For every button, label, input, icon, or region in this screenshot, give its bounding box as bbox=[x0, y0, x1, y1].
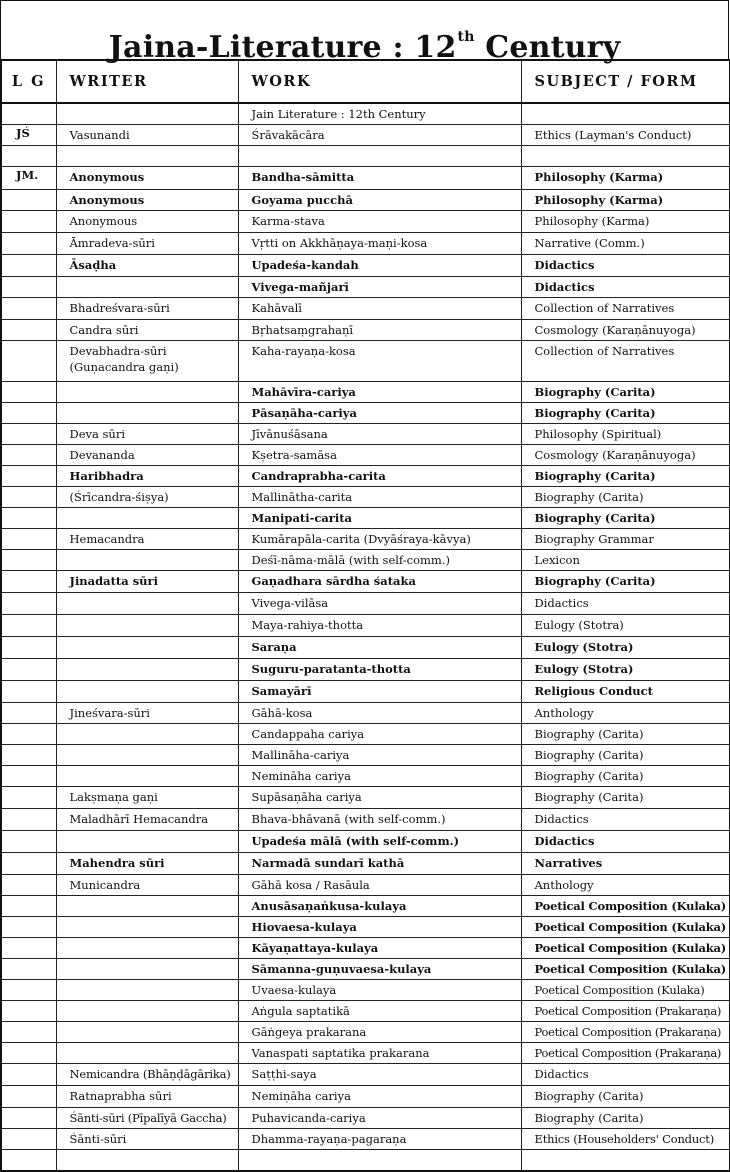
table-row bbox=[1, 255, 730, 277]
table-row bbox=[1, 1001, 730, 1022]
cell-lg bbox=[1, 896, 56, 917]
cell-writer bbox=[56, 724, 238, 745]
cell-work: Gaṇadhara sārdha śataka bbox=[238, 571, 521, 593]
cell-subject: Narrative (Comm.) bbox=[521, 233, 730, 255]
cell-lg bbox=[1, 341, 56, 382]
cell-subject: Cosmology (Karaṇānuyoga) bbox=[521, 320, 730, 341]
cell-lg bbox=[1, 277, 56, 298]
table-row bbox=[1, 1043, 730, 1064]
cell-subject: Biography (Carita) bbox=[521, 571, 730, 593]
cell-work: Pāsaṇāha-cariya bbox=[238, 403, 521, 424]
table-body bbox=[1, 103, 730, 1171]
cell-work: Gāhā-kosa bbox=[238, 703, 521, 724]
cell-lg bbox=[1, 831, 56, 853]
cell-writer bbox=[56, 382, 238, 403]
cell-writer bbox=[56, 681, 238, 703]
cell-lg bbox=[1, 766, 56, 787]
column-header-lg: L G bbox=[1, 60, 56, 103]
cell-lg bbox=[1, 853, 56, 875]
cell-work: Dhamma-rayaṇa-pagaraṇa bbox=[238, 1129, 521, 1150]
cell-work: Puhavicanda-cariya bbox=[238, 1108, 521, 1129]
cell-lg bbox=[1, 875, 56, 896]
table-row bbox=[1, 637, 730, 659]
cell-work: Uvaesa-kulaya bbox=[238, 980, 521, 1001]
cell-writer: Candra sūri bbox=[56, 320, 238, 341]
cell-subject: Eulogy (Stotra) bbox=[521, 637, 730, 659]
cell-work: Vṛtti on Akkhāṇaya-maṇi-kosa bbox=[238, 233, 521, 255]
cell-work: Vanaspati saptatika prakarana bbox=[238, 1043, 521, 1064]
cell-writer bbox=[56, 1022, 238, 1043]
cell-work: Sāmanna-guṇuvaesa-kulaya bbox=[238, 959, 521, 980]
cell-subject: Biography (Carita) bbox=[521, 766, 730, 787]
cell-lg bbox=[1, 681, 56, 703]
cell-writer bbox=[56, 103, 238, 125]
cell-lg bbox=[1, 1001, 56, 1022]
cell-subject bbox=[521, 1150, 730, 1172]
cell-writer: Jinadatta sūri bbox=[56, 571, 238, 593]
cell-subject: Philosophy (Karma) bbox=[521, 211, 730, 233]
table-row bbox=[1, 745, 730, 766]
column-header-writer: WRITER bbox=[56, 60, 238, 103]
cell-lg bbox=[1, 424, 56, 445]
cell-writer: Deva sūri bbox=[56, 424, 238, 445]
cell-work: Anusāsaṇaṅkusa-kulaya bbox=[238, 896, 521, 917]
cell-work: Saṭṭhi-saya bbox=[238, 1064, 521, 1086]
cell-lg bbox=[1, 571, 56, 593]
cell-subject: Religious Conduct bbox=[521, 681, 730, 703]
cell-lg bbox=[1, 980, 56, 1001]
table-row bbox=[1, 146, 730, 167]
table-row bbox=[1, 466, 730, 487]
title-superscript: th bbox=[457, 29, 475, 45]
cell-writer: Anonymous bbox=[56, 190, 238, 211]
column-header-work: WORK bbox=[238, 60, 521, 103]
table-row bbox=[1, 529, 730, 550]
cell-work bbox=[238, 1150, 521, 1172]
cell-lg bbox=[1, 938, 56, 959]
cell-writer bbox=[56, 917, 238, 938]
cell-writer bbox=[56, 938, 238, 959]
table-row bbox=[1, 766, 730, 787]
table-row bbox=[1, 1086, 730, 1108]
cell-subject: Biography (Carita) bbox=[521, 787, 730, 809]
cell-work: Kahāvalī bbox=[238, 298, 521, 320]
cell-subject: Didactics bbox=[521, 1064, 730, 1086]
cell-subject: Biography Grammar bbox=[521, 529, 730, 550]
cell-work: Saraṇa bbox=[238, 637, 521, 659]
cell-work: Candappaha cariya bbox=[238, 724, 521, 745]
cell-writer: Devabhadra-sūri (Guṇacandra gaṇi) bbox=[56, 341, 238, 382]
cell-writer bbox=[56, 277, 238, 298]
cell-lg bbox=[1, 445, 56, 466]
cell-lg bbox=[1, 298, 56, 320]
table-row bbox=[1, 298, 730, 320]
cell-writer bbox=[56, 508, 238, 529]
cell-work: Manipati-carita bbox=[238, 508, 521, 529]
cell-lg bbox=[1, 615, 56, 637]
cell-work: Mallinātha-carita bbox=[238, 487, 521, 508]
column-header-subject: SUBJECT / FORM bbox=[521, 60, 730, 103]
table-row bbox=[1, 571, 730, 593]
table-row bbox=[1, 424, 730, 445]
cell-writer: Mahendra sūri bbox=[56, 853, 238, 875]
table-row bbox=[1, 724, 730, 745]
table-row bbox=[1, 896, 730, 917]
cell-work: Narmadā sundarī kathā bbox=[238, 853, 521, 875]
cell-work: Nemināha cariya bbox=[238, 766, 521, 787]
cell-subject: Ethics (Householders' Conduct) bbox=[521, 1129, 730, 1150]
cell-work: Goyama pucchā bbox=[238, 190, 521, 211]
cell-writer: Anonymous bbox=[56, 167, 238, 190]
cell-subject: Poetical Composition (Kulaka) bbox=[521, 959, 730, 980]
cell-writer bbox=[56, 766, 238, 787]
cell-work: Supāsaṇāha cariya bbox=[238, 787, 521, 809]
cell-writer: Bhadreśvara-sūri bbox=[56, 298, 238, 320]
cell-subject: Biography (Carita) bbox=[521, 745, 730, 766]
cell-lg bbox=[1, 103, 56, 125]
cell-work: Gāṅgeya prakarana bbox=[238, 1022, 521, 1043]
cell-writer bbox=[56, 1001, 238, 1022]
cell-writer bbox=[56, 896, 238, 917]
cell-work: Hiovaesa-kulaya bbox=[238, 917, 521, 938]
cell-subject: Biography (Carita) bbox=[521, 487, 730, 508]
cell-writer: Jineśvara-sūri bbox=[56, 703, 238, 724]
cell-work: Nemiṇāha cariya bbox=[238, 1086, 521, 1108]
table-row bbox=[1, 445, 730, 466]
cell-lg: JM. bbox=[1, 167, 56, 190]
table-row bbox=[1, 831, 730, 853]
cell-lg bbox=[1, 487, 56, 508]
table-row bbox=[1, 917, 730, 938]
cell-writer bbox=[56, 403, 238, 424]
cell-subject: Lexicon bbox=[521, 550, 730, 571]
cell-subject: Didactics bbox=[521, 593, 730, 615]
cell-writer: Nemicandra (Bhāṇḍāgārika) bbox=[56, 1064, 238, 1086]
table-header-row bbox=[1, 60, 730, 103]
cell-lg bbox=[1, 724, 56, 745]
cell-subject: Biography (Carita) bbox=[521, 1086, 730, 1108]
cell-work: Samayārī bbox=[238, 681, 521, 703]
cell-subject: Eulogy (Stotra) bbox=[521, 615, 730, 637]
cell-writer bbox=[56, 1150, 238, 1172]
cell-work: Kṣetra-samāsa bbox=[238, 445, 521, 466]
cell-subject: Ethics (Layman's Conduct) bbox=[521, 125, 730, 146]
cell-subject: Biography (Carita) bbox=[521, 403, 730, 424]
cell-lg bbox=[1, 211, 56, 233]
cell-lg bbox=[1, 466, 56, 487]
table-row bbox=[1, 190, 730, 211]
cell-subject: Poetical Composition (Prakaraṇa) bbox=[521, 1001, 730, 1022]
cell-subject: Philosophy (Spiritual) bbox=[521, 424, 730, 445]
cell-subject bbox=[521, 146, 730, 167]
cell-work: Vivega-mañjarī bbox=[238, 277, 521, 298]
cell-work: Kaha-rayaṇa-kosa bbox=[238, 341, 521, 382]
table-row bbox=[1, 125, 730, 146]
title-main: Jaina-Literature : 12 bbox=[108, 30, 457, 65]
literature-table bbox=[0, 59, 730, 1172]
cell-work: Jain Literature : 12th Century bbox=[238, 103, 521, 125]
cell-work: Upadeśa-kandah bbox=[238, 255, 521, 277]
cell-lg bbox=[1, 1022, 56, 1043]
cell-subject: Anthology bbox=[521, 703, 730, 724]
cell-lg bbox=[1, 809, 56, 831]
cell-work: Gāhā kosa / Rasāula bbox=[238, 875, 521, 896]
table-row bbox=[1, 487, 730, 508]
cell-writer bbox=[56, 593, 238, 615]
cell-lg bbox=[1, 745, 56, 766]
cell-work: Deśī-nāma-mālā (with self-comm.) bbox=[238, 550, 521, 571]
cell-subject: Biography (Carita) bbox=[521, 1108, 730, 1129]
cell-work: Kumārapāla-carita (Dvyāśraya-kāvya) bbox=[238, 529, 521, 550]
cell-writer: Śānti-sūri bbox=[56, 1129, 238, 1150]
table-row bbox=[1, 382, 730, 403]
cell-writer: Hemacandra bbox=[56, 529, 238, 550]
cell-writer bbox=[56, 659, 238, 681]
cell-work: Vivega-vilāsa bbox=[238, 593, 521, 615]
cell-lg bbox=[1, 917, 56, 938]
cell-subject: Didactics bbox=[521, 277, 730, 298]
cell-lg bbox=[1, 703, 56, 724]
cell-subject: Poetical Composition (Kulaka) bbox=[521, 917, 730, 938]
cell-subject: Narratives bbox=[521, 853, 730, 875]
table-row bbox=[1, 959, 730, 980]
cell-lg bbox=[1, 403, 56, 424]
cell-writer bbox=[56, 637, 238, 659]
cell-lg bbox=[1, 593, 56, 615]
table-row bbox=[1, 233, 730, 255]
table-row bbox=[1, 875, 730, 896]
cell-subject: Philosophy (Karma) bbox=[521, 167, 730, 190]
cell-writer: Vasunandi bbox=[56, 125, 238, 146]
cell-work: Suguru-paratanta-thotta bbox=[238, 659, 521, 681]
cell-lg bbox=[1, 1150, 56, 1172]
cell-subject: Philosophy (Karma) bbox=[521, 190, 730, 211]
table-row bbox=[1, 681, 730, 703]
cell-work: Candraprabha-carita bbox=[238, 466, 521, 487]
cell-writer bbox=[56, 980, 238, 1001]
table-row bbox=[1, 809, 730, 831]
table-row bbox=[1, 167, 730, 190]
cell-subject: Biography (Carita) bbox=[521, 382, 730, 403]
table-row bbox=[1, 508, 730, 529]
cell-work bbox=[238, 146, 521, 167]
table-row bbox=[1, 1108, 730, 1129]
cell-work: Maya-rahiya-thotta bbox=[238, 615, 521, 637]
table-row bbox=[1, 1022, 730, 1043]
cell-subject: Biography (Carita) bbox=[521, 466, 730, 487]
table-row bbox=[1, 403, 730, 424]
cell-subject: Eulogy (Stotra) bbox=[521, 659, 730, 681]
cell-writer bbox=[56, 615, 238, 637]
cell-subject: Cosmology (Karaṇānuyoga) bbox=[521, 445, 730, 466]
cell-lg bbox=[1, 320, 56, 341]
cell-work: Mallināha-cariya bbox=[238, 745, 521, 766]
cell-lg bbox=[1, 146, 56, 167]
cell-writer: Ratnaprabha sūri bbox=[56, 1086, 238, 1108]
cell-writer bbox=[56, 959, 238, 980]
cell-writer: Śānti-sūri (Pīpalīyā Gaccha) bbox=[56, 1108, 238, 1129]
table-row bbox=[1, 938, 730, 959]
cell-writer bbox=[56, 831, 238, 853]
cell-lg bbox=[1, 1108, 56, 1129]
cell-writer bbox=[56, 550, 238, 571]
table-row bbox=[1, 703, 730, 724]
table-row bbox=[1, 277, 730, 298]
page-title bbox=[0, 0, 729, 65]
cell-writer: Lakṣmaṇa gaṇi bbox=[56, 787, 238, 809]
table-row bbox=[1, 615, 730, 637]
cell-lg bbox=[1, 255, 56, 277]
cell-work: Upadeśa mālā (with self-comm.) bbox=[238, 831, 521, 853]
cell-lg bbox=[1, 508, 56, 529]
cell-lg bbox=[1, 529, 56, 550]
cell-subject: Didactics bbox=[521, 831, 730, 853]
cell-lg bbox=[1, 1043, 56, 1064]
cell-work: Bhava-bhāvanā (with self-comm.) bbox=[238, 809, 521, 831]
cell-work: Bṛhatsaṃgrahaṇī bbox=[238, 320, 521, 341]
table-row bbox=[1, 341, 730, 382]
cell-writer: Āmradeva-sūri bbox=[56, 233, 238, 255]
cell-work: Aṅgula saptatikā bbox=[238, 1001, 521, 1022]
cell-work: Jīvānuśāsana bbox=[238, 424, 521, 445]
cell-lg bbox=[1, 233, 56, 255]
cell-lg bbox=[1, 382, 56, 403]
cell-lg bbox=[1, 1086, 56, 1108]
cell-subject: Collection of Narratives bbox=[521, 341, 730, 382]
cell-writer: (Śrīcandra-śiṣya) bbox=[56, 487, 238, 508]
table-row bbox=[1, 320, 730, 341]
table-row bbox=[1, 593, 730, 615]
cell-lg bbox=[1, 190, 56, 211]
cell-subject: Poetical Composition (Kulaka) bbox=[521, 938, 730, 959]
table-row bbox=[1, 550, 730, 571]
table-row bbox=[1, 211, 730, 233]
cell-work: Mahāvīra-cariya bbox=[238, 382, 521, 403]
cell-writer: Municandra bbox=[56, 875, 238, 896]
cell-subject: Poetical Composition (Prakaraṇa) bbox=[521, 1043, 730, 1064]
cell-writer: Maladhārī Hemacandra bbox=[56, 809, 238, 831]
cell-subject: Poetical Composition (Kulaka) bbox=[521, 896, 730, 917]
cell-writer bbox=[56, 1043, 238, 1064]
cell-lg: JŚ bbox=[1, 125, 56, 146]
cell-work: Kāyaṇattaya-kulaya bbox=[238, 938, 521, 959]
cell-subject: Biography (Carita) bbox=[521, 508, 730, 529]
cell-writer bbox=[56, 146, 238, 167]
cell-work: Karma-stava bbox=[238, 211, 521, 233]
table-row bbox=[1, 853, 730, 875]
cell-writer: Anonymous bbox=[56, 211, 238, 233]
cell-lg bbox=[1, 637, 56, 659]
cell-lg bbox=[1, 550, 56, 571]
cell-writer: Devananda bbox=[56, 445, 238, 466]
cell-writer: Āsaḍha bbox=[56, 255, 238, 277]
cell-subject: Poetical Composition (Kulaka) bbox=[521, 980, 730, 1001]
table-row bbox=[1, 787, 730, 809]
cell-subject: Poetical Composition (Prakaraṇa) bbox=[521, 1022, 730, 1043]
cell-subject: Didactics bbox=[521, 255, 730, 277]
cell-lg bbox=[1, 659, 56, 681]
table-row bbox=[1, 1150, 730, 1172]
cell-work: Bandha-sāmitta bbox=[238, 167, 521, 190]
cell-lg bbox=[1, 959, 56, 980]
cell-lg bbox=[1, 787, 56, 809]
cell-subject: Collection of Narratives bbox=[521, 298, 730, 320]
table-row bbox=[1, 103, 730, 125]
cell-subject: Anthology bbox=[521, 875, 730, 896]
cell-lg bbox=[1, 1064, 56, 1086]
cell-subject bbox=[521, 103, 730, 125]
title-rest: Century bbox=[474, 30, 621, 65]
cell-work: Śrāvakācāra bbox=[238, 125, 521, 146]
cell-subject: Didactics bbox=[521, 809, 730, 831]
cell-writer bbox=[56, 745, 238, 766]
cell-writer: Haribhadra bbox=[56, 466, 238, 487]
table-row bbox=[1, 980, 730, 1001]
table-row bbox=[1, 659, 730, 681]
table-row bbox=[1, 1064, 730, 1086]
cell-subject: Biography (Carita) bbox=[521, 724, 730, 745]
